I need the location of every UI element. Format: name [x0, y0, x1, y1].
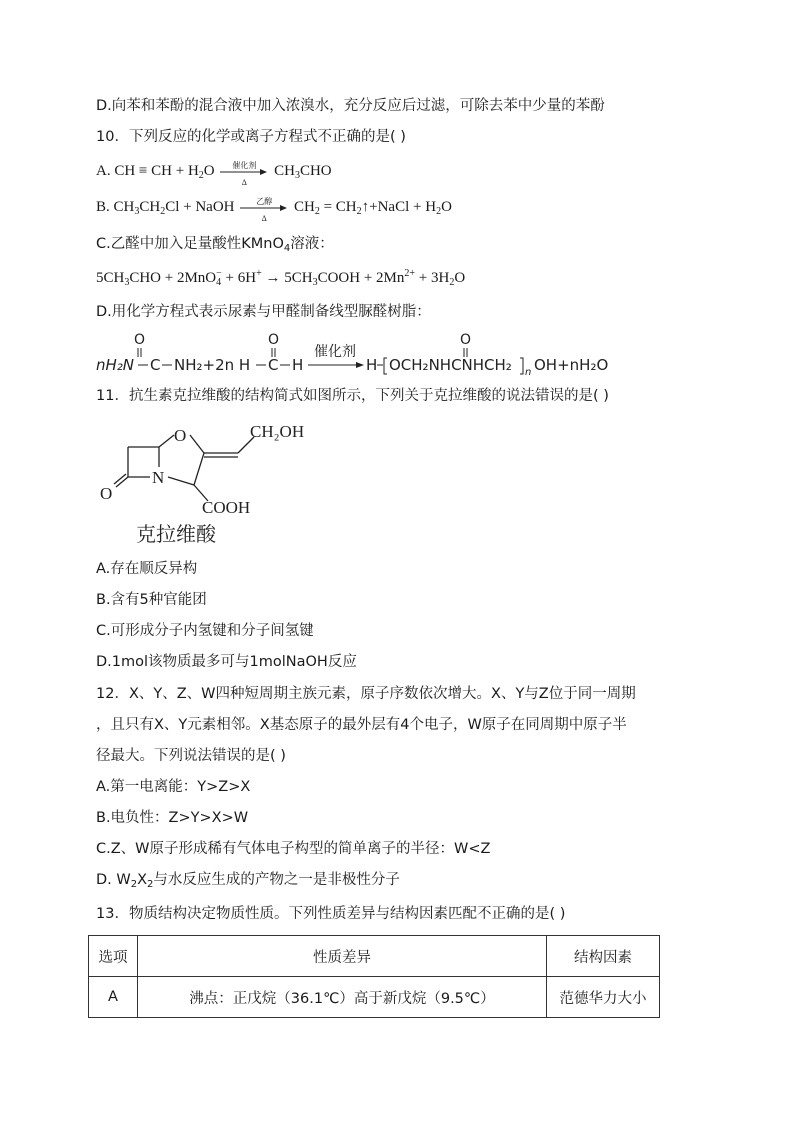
- arrow-cond-top: 乙醇: [256, 196, 273, 206]
- q10-d-equation: [96, 328, 636, 376]
- sub: 3: [134, 206, 140, 217]
- ring-o-label: O: [174, 426, 187, 445]
- sub: 3: [124, 277, 130, 288]
- sub: 2: [130, 879, 138, 890]
- eq-cat: 催化剂: [314, 344, 356, 360]
- q10-b-label: B.: [96, 199, 110, 215]
- q12-option-a: A.第一电离能：Y>Z>X: [96, 779, 251, 795]
- sub: 2: [314, 206, 320, 217]
- q10-a-lhs: CH ≡ CH + H: [114, 163, 199, 179]
- eq-nh2: NH₂+2n H: [174, 356, 251, 374]
- bond: [116, 477, 128, 487]
- bond: [168, 477, 194, 485]
- q10-a-label: A.: [96, 163, 111, 179]
- q11-option-a: A.存在顺反异构: [96, 561, 198, 577]
- sub: 4: [216, 277, 222, 288]
- c-eq: COOH + 2Mn: [317, 270, 405, 286]
- reaction-arrow: [240, 196, 288, 223]
- q10-b-rhs: CH: [294, 199, 315, 215]
- reaction-arrow: [220, 160, 268, 187]
- sub: 2: [449, 277, 455, 288]
- bond: [194, 453, 204, 485]
- q10-b-lhs: CH: [113, 199, 135, 215]
- sup: 2+: [404, 268, 416, 279]
- eq-o1: O: [134, 332, 146, 348]
- table-cell: 沸点：正戊烷（36.1℃）高于新戊烷（9.5℃）: [138, 977, 547, 1018]
- sub: 2: [356, 206, 362, 217]
- structure-caption: 克拉维酸: [136, 522, 216, 546]
- eq-product-h: H: [366, 356, 378, 374]
- table-row: [89, 977, 660, 1018]
- q11-option-d: D.1mol该物质最多可与1molNaOH反应: [96, 654, 357, 670]
- table-cell: 范德华力大小: [547, 977, 660, 1018]
- bond: [190, 435, 204, 453]
- clavulanic-acid-structure: [96, 415, 336, 550]
- sub: 3: [294, 170, 300, 181]
- c-eq: CHO + 2MnO: [129, 270, 217, 286]
- sub: 2: [147, 879, 154, 890]
- q10-b-rhs3: ↑+NaCl + H: [361, 199, 437, 215]
- q12-option-d: [96, 870, 400, 890]
- q10-c-text2: 溶液：: [290, 236, 334, 252]
- keto-o-label: O: [100, 484, 113, 503]
- q11-option-b: B.含有5种官能团: [96, 592, 207, 608]
- q10-option-c-equation: [96, 268, 465, 288]
- c-eq: + 3H: [415, 270, 450, 286]
- q12-stem-line1: 12．X、Y、Z、W四种短周期主族元素，原子序数依次增大。X、Y与Z位于同一周期: [96, 686, 636, 702]
- c-eq: → 5CH: [261, 270, 313, 286]
- sub: 2: [436, 206, 442, 217]
- q10-b-lhs3: Cl + NaOH: [165, 199, 235, 215]
- sub: 4: [283, 243, 291, 254]
- eq-nh2n: nH₂N: [96, 356, 135, 374]
- table-header-row: [89, 936, 660, 977]
- q12-option-c: C.Z、W原子形成稀有气体电子构型的简单离子的半径：W<Z: [96, 841, 491, 857]
- ring-n-label: N: [152, 468, 165, 487]
- sup: +: [256, 268, 262, 279]
- q11-stem: 11．抗生素克拉维酸的结构简式如图所示，下列关于克拉维酸的说法错误的是( ): [96, 388, 609, 404]
- q10-b-rhs4: O: [441, 199, 452, 215]
- table-cell: A: [89, 977, 138, 1018]
- eq-c1: C: [150, 356, 161, 374]
- q12-stem-line3: 径最大。下列说法错误的是( ): [96, 748, 286, 764]
- cooh-label: COOH: [202, 498, 251, 517]
- table-header-cell: 性质差异: [138, 936, 547, 977]
- q10-option-c: [96, 234, 334, 254]
- q10-a-rhs2: CHO: [299, 163, 332, 179]
- c-eq: O: [454, 270, 466, 286]
- q9-option-d: D.向苯和苯酚的混合液中加入浓溴水，充分反应后过滤，可除去苯中少量的苯酚: [96, 98, 605, 114]
- table-header-cell: 结构因素: [547, 936, 660, 977]
- q10-a-o: O: [203, 163, 215, 179]
- arrow-cond-top: 催化剂: [232, 160, 257, 170]
- q12-option-b: B.电负性：Z>Y>X>W: [96, 810, 249, 826]
- eq-h: H: [292, 356, 304, 374]
- table-header-cell: 选项: [89, 936, 138, 977]
- sub: 2: [198, 170, 204, 181]
- c-eq: 5CH: [96, 270, 125, 286]
- eq-rest: OH+nH₂O: [534, 356, 609, 374]
- q10-b-rhs2: = CH: [319, 199, 357, 215]
- c-eq: + 6H: [221, 270, 257, 286]
- bond: [159, 435, 174, 447]
- ch2oh-label: CH₂OH: [250, 422, 305, 441]
- arrow-head: [356, 362, 364, 368]
- eq-c2: C: [268, 356, 279, 374]
- q11-option-c: C.可形成分子内氢键和分子间氢键: [96, 623, 314, 639]
- eq-o2: O: [268, 332, 280, 348]
- q10-stem: 10．下列反应的化学或离子方程式不正确的是( ): [96, 129, 406, 145]
- arrow-cond-bottom: Δ: [261, 213, 267, 223]
- q10-c-text: C.乙醛中加入足量酸性KMnO: [96, 236, 284, 252]
- q10-option-b: [96, 196, 452, 223]
- q12-stem-line2: ，且只有X、Y元素相邻。X基态原子的最外层有4个电子，W原子在同周期中原子半: [96, 717, 627, 733]
- q12-d-x: X: [137, 872, 148, 888]
- q10-option-d: D.用化学方程式表示尿素与甲醛制备线型脲醛树脂：: [96, 304, 431, 320]
- bond: [114, 474, 126, 484]
- q12-d-rest: 与水反应生成的产物之一是非极性分子: [153, 872, 400, 888]
- q13-stem: 13．物质结构决定物质性质。下列性质差异与结构因素匹配不正确的是( ): [96, 906, 566, 922]
- sub: 3: [312, 277, 318, 288]
- arrow-cond-bottom: Δ: [241, 177, 247, 187]
- eq-bracket: OCH₂NHCNHCH₂: [389, 356, 512, 374]
- eq-n-sub: n: [525, 367, 532, 376]
- eq-o3: O: [460, 332, 472, 348]
- q10-b-lhs2: CH: [139, 199, 161, 215]
- bracket-right: [520, 358, 523, 374]
- sup: −: [216, 268, 222, 279]
- q10-option-a: [96, 160, 332, 187]
- properties-table: [88, 935, 660, 1018]
- q12-d-label: D. W: [96, 872, 131, 888]
- bracket-left: [384, 358, 387, 374]
- q10-a-rhs: CH: [274, 163, 295, 179]
- sub: 2: [160, 206, 166, 217]
